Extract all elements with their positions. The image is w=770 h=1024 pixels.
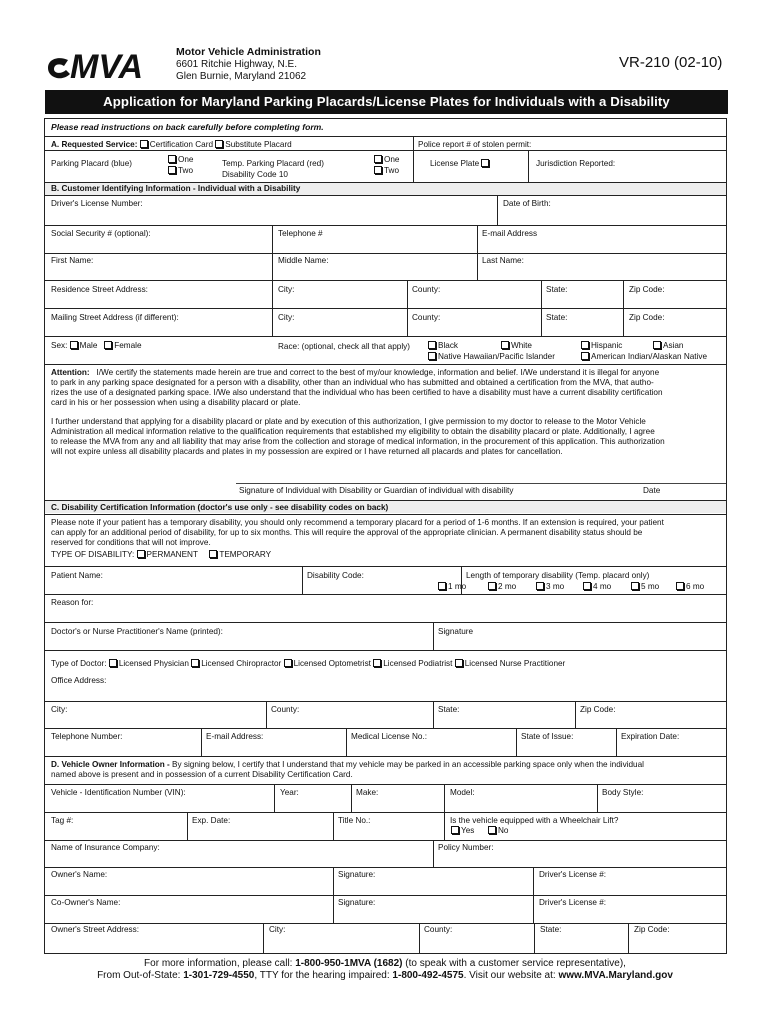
substitute-placard-option[interactable]: Substitute Placard (215, 140, 291, 149)
office-state-label[interactable]: State: (438, 705, 460, 714)
checkbox-icon (284, 659, 292, 667)
podiatrist-option[interactable]: Licensed Podiatrist (373, 659, 452, 668)
attention-paragraph-2: I further understand that applying for a disability placard or plate and by execution of this authorization, I give permission to my doctor to release to the Motor Vehicle Administration all medical information relative to the qualification requirements that established my eligibility to obtain the disability placard or plate. Additionally, I agree to release the MVA from any and all liability that may arise from the collection and storage of medical information, in the procurement of this application. This authorization will not expire unless all disability placards and plates in my possession are expired or I have returned all placards and plates for cancellation. (51, 417, 665, 456)
office-zip-label[interactable]: Zip Code: (580, 705, 616, 714)
doctor-name-label[interactable]: Doctor's or Nurse Practitioner's Name (printed): (51, 627, 223, 636)
checkbox-icon (581, 341, 589, 349)
owner-signature-label[interactable]: Signature: (338, 870, 376, 879)
male-option[interactable]: Male (70, 341, 98, 350)
doctor-email-label[interactable]: E-mail Address: (206, 732, 264, 741)
residence-zip-label[interactable]: Zip Code: (629, 285, 665, 294)
checkbox-icon (536, 582, 544, 590)
doctor-signature-label[interactable]: Signature (438, 627, 474, 636)
policy-number-label[interactable]: Policy Number: (438, 843, 494, 852)
mailing-county-label[interactable]: County: (412, 313, 441, 322)
placard-one-option[interactable]: One (168, 155, 193, 165)
checkbox-icon (676, 582, 684, 590)
expiration-date-label[interactable]: Expiration Date: (621, 732, 680, 741)
checkbox-icon (428, 352, 436, 360)
disability-type-row: TYPE OF DISABILITY: PERMANENT TEMPORARY (51, 550, 272, 559)
owner-city-label[interactable]: City: (269, 925, 286, 934)
residence-state-label[interactable]: State: (546, 285, 568, 294)
checkbox-icon (374, 166, 382, 174)
mailing-state-label[interactable]: State: (546, 313, 568, 322)
race-hawaiian-option[interactable]: Native Hawaiian/Pacific Islander (428, 352, 555, 362)
checkbox-icon (428, 341, 436, 349)
owner-name-label[interactable]: Owner's Name: (51, 870, 108, 879)
middle-name-label[interactable]: Middle Name: (278, 256, 329, 265)
checkbox-icon (488, 582, 496, 590)
agency-address-2: Glen Burnie, Maryland 21062 (176, 71, 307, 82)
checkbox-icon (168, 166, 176, 174)
coowner-name-label[interactable]: Co-Owner's Name: (51, 898, 121, 907)
checkbox-icon (488, 826, 496, 834)
checkbox-icon (451, 826, 459, 834)
checkbox-icon (70, 341, 78, 349)
checkbox-icon (581, 352, 589, 360)
checkbox-icon (501, 341, 509, 349)
checkbox-icon (209, 550, 217, 558)
doctor-type-row: Type of Doctor: Licensed Physician Licensed Chiropractor Licensed Optometrist Licensed Podiatrist Licensed Nurse Practitioner (51, 659, 566, 668)
month-4-option[interactable]: 4 mo (583, 582, 611, 592)
physician-option[interactable]: Licensed Physician (109, 659, 189, 668)
office-city-label[interactable]: City: (51, 705, 68, 714)
month-6-option[interactable]: 6 mo (676, 582, 704, 592)
month-5-option[interactable]: 5 mo (631, 582, 659, 592)
disability-code-10-label: Disability Code 10 (222, 170, 288, 179)
chiropractor-option[interactable]: Licensed Chiropractor (191, 659, 281, 668)
section-c-header: C. Disability Certification Information (doctor's use only - see disability codes on back) (51, 503, 389, 512)
medical-license-label[interactable]: Medical License No.: (351, 732, 427, 741)
mva-logo (46, 46, 171, 82)
mailing-address-label[interactable]: Mailing Street Address (if different): (51, 313, 179, 322)
checkbox-icon (583, 582, 591, 590)
optometrist-option[interactable]: Licensed Optometrist (284, 659, 371, 668)
owner-license-label[interactable]: Driver's License #: (539, 870, 607, 879)
nurse-practitioner-option[interactable]: Licensed Nurse Practitioner (455, 659, 566, 668)
coowner-license-label[interactable]: Driver's License #: (539, 898, 607, 907)
month-1-option[interactable]: 1 mo (438, 582, 466, 592)
exp-date-label[interactable]: Exp. Date: (192, 816, 231, 825)
race-white-option[interactable]: White (501, 341, 532, 351)
drivers-license-label[interactable]: Driver's License Number: (51, 199, 143, 208)
checkbox-icon (137, 550, 145, 558)
jurisdiction-label: Jurisdiction Reported: (536, 159, 616, 168)
wheelchair-yes-option[interactable]: Yes (451, 826, 474, 836)
temp-placard-label: Temp. Parking Placard (red) (222, 159, 324, 168)
section-d-header-line2: named above is present and in possession of a current Disability Certification Card. (51, 770, 353, 779)
last-name-label[interactable]: Last Name: (482, 256, 524, 265)
sex-row: Sex: Male Female (51, 341, 142, 350)
section-b-header: B. Customer Identifying Information - Individual with a Disability (51, 184, 301, 193)
state-of-issue-label[interactable]: State of Issue: (521, 732, 574, 741)
section-c-note: Please note if your patient has a temporary disability, you should only recommend a temporary placard for a period of 1-6 months. If an extension is required, your patient can apply for an additional period of disability, for up to six months. This will require the approval of the appropriate clinician. A permanent disability status should be reserved for conditions that will not improve. (51, 518, 664, 547)
checkbox-icon (104, 341, 112, 349)
title-number-label[interactable]: Title No.: (338, 816, 371, 825)
race-american-indian-option[interactable]: American Indian/Alaskan Native (581, 352, 707, 362)
instruction-text: Please read instructions on back carefully before completing form. (51, 122, 324, 132)
placard-two-option[interactable]: Two (168, 166, 193, 176)
month-3-option[interactable]: 3 mo (536, 582, 564, 592)
svg-text:MVA: MVA (70, 48, 144, 82)
temporary-option[interactable]: TEMPORARY (209, 550, 271, 559)
wheelchair-no-option[interactable]: No (488, 826, 508, 836)
website-link[interactable]: www.MVA.Maryland.gov (558, 970, 673, 981)
wheelchair-lift-label: Is the vehicle equipped with a Wheelchair Lift? (450, 816, 619, 825)
checkbox-icon (140, 140, 148, 148)
agency-name: Motor Vehicle Administration (176, 46, 321, 58)
reason-label[interactable]: Reason for: (51, 598, 94, 607)
owner-zip-label[interactable]: Zip Code: (634, 925, 670, 934)
month-2-option[interactable]: 2 mo (488, 582, 516, 592)
owner-state-label[interactable]: State: (540, 925, 562, 934)
race-asian-option[interactable]: Asian (653, 341, 683, 351)
female-option[interactable]: Female (104, 341, 141, 350)
checkbox-icon (109, 659, 117, 667)
license-plate-option[interactable]: License Plate (430, 159, 491, 169)
date-of-birth-label[interactable]: Date of Birth: (503, 199, 551, 208)
applicant-date-label[interactable]: Date (643, 486, 661, 495)
temp-one-option[interactable]: One (374, 155, 399, 165)
first-name-label[interactable]: First Name: (51, 256, 94, 265)
attention-paragraph-1: Attention: I/We certify the statements made herein are true and correct to the best of my/our knowledge, information and belief. I/We understand it is illegal for anyone to park in any parking space designated for a person with a disability, other than an individual who has submitted and obtained a certification from the MVA, that autho- rizes the use of a designated parking space. I/We also understand that the individual who has been certified to have a disability must have a current disability certification card in his or her possession when using a disability placard or plate. (51, 368, 663, 407)
form-title: Application for Maryland Parking Placards/License Plates for Individuals with a Disability (45, 90, 728, 114)
temp-length-label: Length of temporary disability (Temp. placard only) (466, 571, 650, 580)
make-label[interactable]: Make: (356, 788, 379, 797)
insurance-company-label[interactable]: Name of Insurance Company: (51, 843, 160, 852)
tag-label[interactable]: Tag #: (51, 816, 74, 825)
parking-placard-label: Parking Placard (blue) (51, 159, 133, 168)
office-address-label[interactable]: Office Address: (51, 676, 107, 685)
patient-name-label[interactable]: Patient Name: (51, 571, 103, 580)
checkbox-icon (631, 582, 639, 590)
residence-city-label[interactable]: City: (278, 285, 295, 294)
office-county-label[interactable]: County: (271, 705, 300, 714)
telephone-label[interactable]: Telephone # (278, 229, 323, 238)
model-label[interactable]: Model: (450, 788, 475, 797)
year-label[interactable]: Year: (280, 788, 299, 797)
checkbox-icon (481, 159, 489, 167)
footer-line-1: For more information, please call: 1-800-950-1MVA (1682) (to speak with a customer service representative), (144, 958, 626, 969)
form-number: VR-210 (02-10) (619, 54, 723, 71)
residence-county-label[interactable]: County: (412, 285, 441, 294)
applicant-signature-label[interactable]: Signature of Individual with Disability or Guardian of individual with disability (239, 486, 514, 495)
footer-line-2: From Out-of-State: 1-301-729-4550, TTY for the hearing impaired: 1-800-492-4575. Visit our website at: www.MVA.Maryland.gov (97, 970, 673, 981)
doctor-telephone-label[interactable]: Telephone Number: (51, 732, 123, 741)
race-black-option[interactable]: Black (428, 341, 458, 351)
race-hispanic-option[interactable]: Hispanic (581, 341, 622, 351)
race-label: Race: (optional, check all that apply) (278, 342, 410, 351)
checkbox-icon (191, 659, 199, 667)
owner-county-label[interactable]: County: (424, 925, 453, 934)
checkbox-icon (455, 659, 463, 667)
requested-service-row: A. Requested Service: Certification Card Substitute Placard (51, 140, 292, 149)
email-label[interactable]: E-mail Address (482, 229, 538, 238)
police-report-label: Police report # of stolen permit: (418, 140, 532, 149)
checkbox-icon (374, 155, 382, 163)
residence-address-label[interactable]: Residence Street Address: (51, 285, 148, 294)
body-style-label[interactable]: Body Style: (602, 788, 644, 797)
agency-address-1: 6601 Ritchie Highway, N.E. (176, 59, 297, 70)
coowner-signature-label[interactable]: Signature: (338, 898, 376, 907)
section-d-header: D. Vehicle Owner Information - By signing below, I certify that I understand that my vehicle may be parked in an accessible parking space only when the individual (51, 760, 644, 769)
owner-street-label[interactable]: Owner's Street Address: (51, 925, 140, 934)
disability-code-label[interactable]: Disability Code: (307, 571, 364, 580)
mailing-city-label[interactable]: City: (278, 313, 295, 322)
checkbox-icon (653, 341, 661, 349)
checkbox-icon (168, 155, 176, 163)
mailing-zip-label[interactable]: Zip Code: (629, 313, 665, 322)
vin-label[interactable]: Vehicle - Identification Number (VIN): (51, 788, 186, 797)
checkbox-icon (215, 140, 223, 148)
checkbox-icon (438, 582, 446, 590)
certification-card-option[interactable]: Certification Card (140, 140, 213, 149)
checkbox-icon (373, 659, 381, 667)
permanent-option[interactable]: PERMANENT (137, 550, 198, 559)
ssn-label[interactable]: Social Security # (optional): (51, 229, 151, 238)
temp-two-option[interactable]: Two (374, 166, 399, 176)
